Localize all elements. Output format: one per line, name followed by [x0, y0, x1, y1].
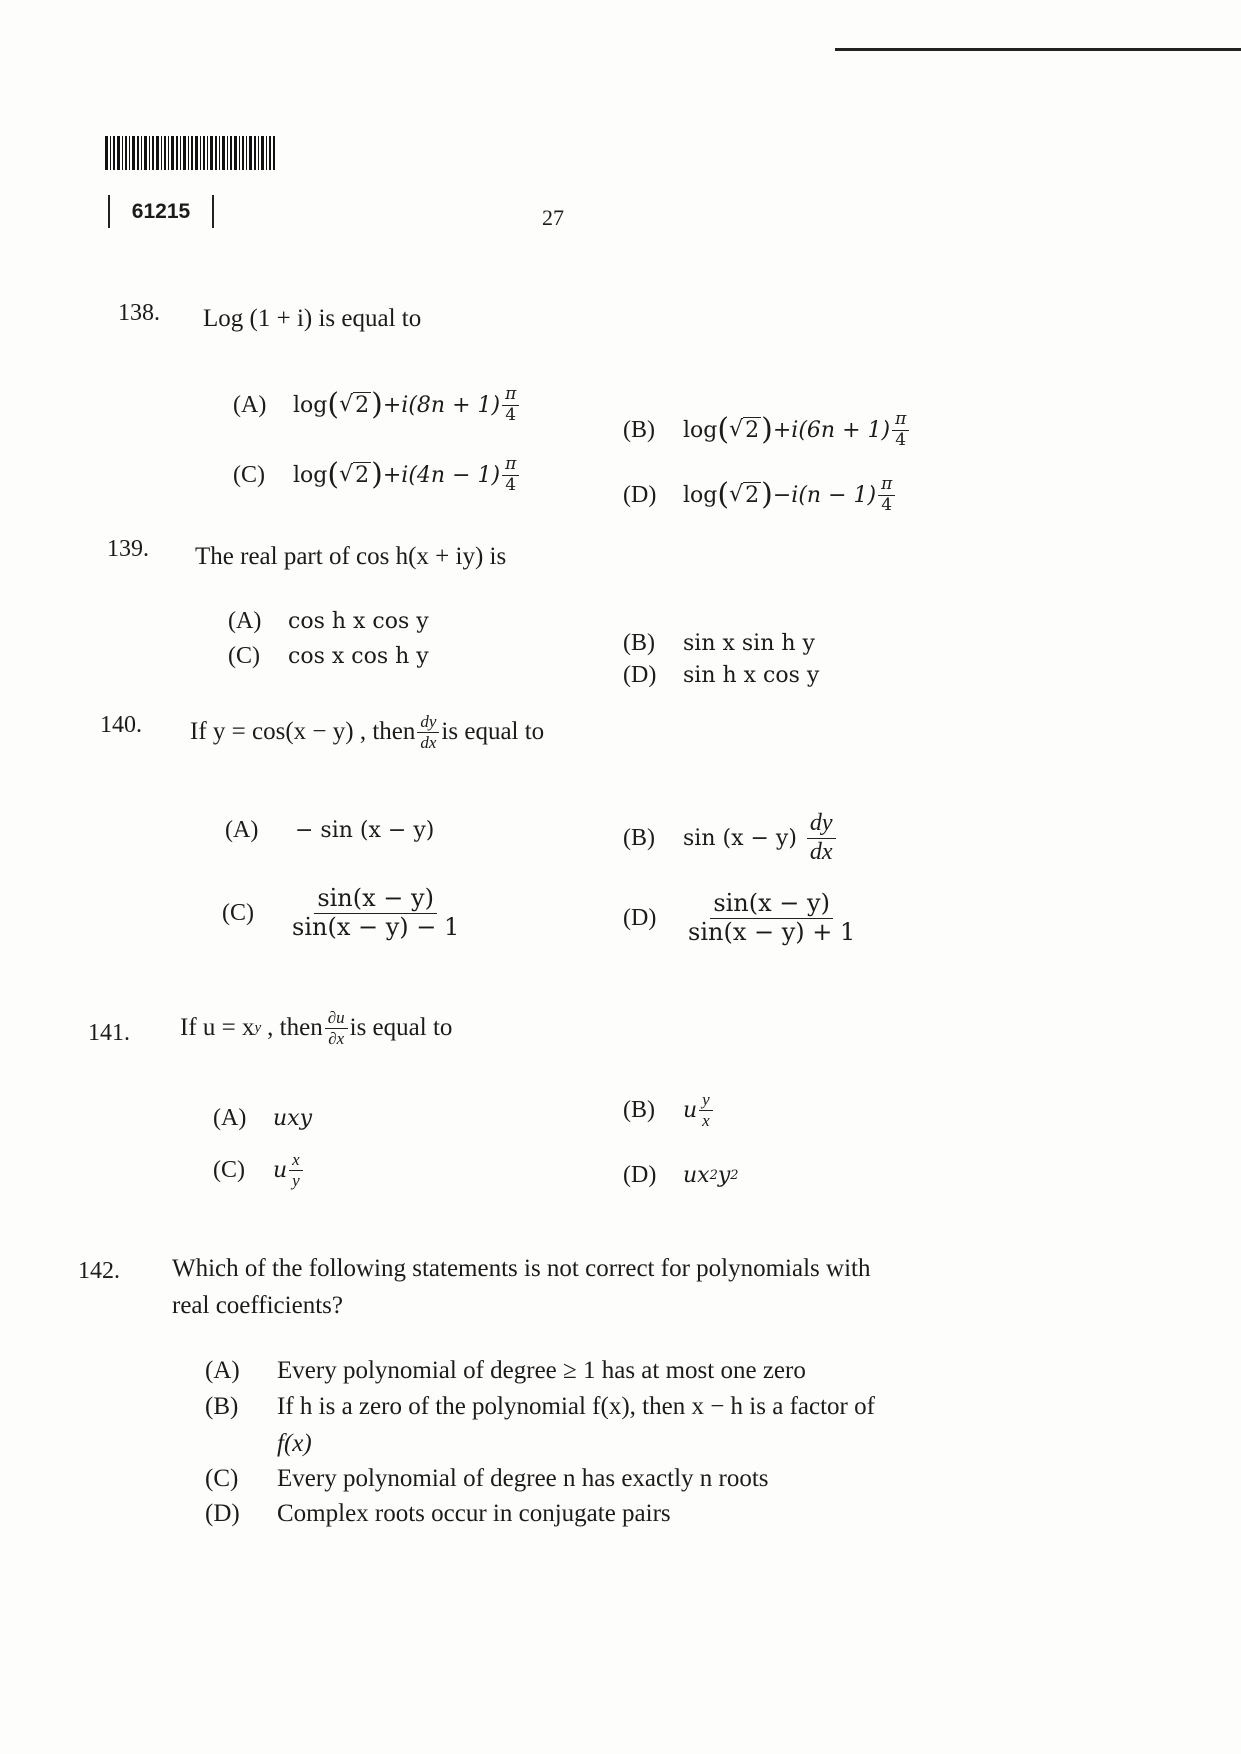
option-label: (C): [213, 1156, 245, 1183]
four: 4: [505, 404, 517, 425]
q140-number: 140.: [100, 712, 142, 738]
q139-c-text: cos x cos h y: [288, 644, 429, 669]
option-label: (D): [205, 1500, 240, 1527]
four: 4: [881, 494, 893, 515]
q139-a-text: cos h x cos y: [288, 609, 429, 634]
dx: dx: [420, 732, 437, 752]
partial-x: ∂x: [328, 1028, 345, 1048]
option-label: (B): [623, 1096, 655, 1123]
q141-text: [180, 1008, 452, 1048]
q140-c-denominator: sin(x − y) − 1: [292, 912, 460, 941]
four: 4: [895, 429, 907, 450]
pi: π: [502, 385, 519, 406]
q140-a-text: − sin (x − y): [295, 818, 435, 843]
q141-option-d[interactable]: [623, 1162, 739, 1189]
q142-option-b[interactable]: [205, 1393, 875, 1421]
q138-a-factor: (8n + 1): [408, 392, 501, 418]
option-label: (C): [205, 1465, 239, 1492]
q138-option-b[interactable]: [623, 410, 911, 450]
option-label: (A): [228, 608, 262, 634]
pi: π: [892, 410, 909, 431]
option-label: (A): [213, 1105, 247, 1131]
imaginary-unit: i: [401, 392, 409, 418]
option-label: (A): [205, 1357, 240, 1384]
option-label: (D): [623, 662, 657, 688]
q140-d-denominator: sin(x − y) + 1: [688, 917, 856, 946]
option-label: (D): [623, 481, 657, 508]
q138-a-expr: log ( √ 2 ) + i (8n + 1) $\frac{\pi}{4}$: [293, 385, 521, 425]
option-label: (D): [623, 904, 657, 931]
imaginary-unit: i: [791, 482, 799, 508]
pi: π: [502, 455, 519, 476]
dy: dy: [807, 810, 836, 839]
option-label: (C): [233, 461, 265, 488]
q140-option-a[interactable]: [225, 817, 434, 844]
sqrt-arg: 2: [355, 393, 370, 419]
frac-den: x: [702, 1110, 710, 1130]
log-word: log: [683, 417, 718, 443]
sqrt-arg: 2: [745, 483, 760, 509]
paper-code: 61215: [108, 195, 214, 228]
option-label: (A): [225, 817, 259, 843]
log-word: log: [293, 462, 328, 488]
q138-option-a[interactable]: [233, 385, 521, 425]
q141-option-b[interactable]: [623, 1090, 715, 1130]
imaginary-unit: i: [401, 462, 409, 488]
exponent: y: [254, 1019, 262, 1036]
q138-c-factor: (4n − 1): [408, 462, 501, 488]
ux-term: ux: [683, 1163, 710, 1188]
q140-option-b[interactable]: [623, 810, 838, 866]
q138-b-expr: log ( √ 2 ) + i (6n + 1) $\frac{\pi}{4}$: [683, 410, 911, 450]
q139-option-c[interactable]: [228, 643, 429, 670]
q138-option-d[interactable]: [623, 475, 897, 515]
q139-option-b[interactable]: [623, 630, 815, 657]
option-label: (B): [623, 630, 655, 656]
option-label: (A): [233, 391, 267, 418]
partial-u: ∂u: [325, 1008, 348, 1029]
exponent: 2: [709, 1168, 718, 1183]
q139-d-text: sin h x cos y: [683, 663, 820, 688]
q142-number: 142.: [78, 1258, 120, 1284]
frac-num: x: [289, 1150, 303, 1171]
log-word: log: [683, 482, 718, 508]
y-term: y: [717, 1163, 731, 1188]
q141-text-post: is equal to: [349, 1014, 453, 1042]
q139-text: The real part of cos h(x + iy) is: [195, 543, 507, 570]
option-label: (C): [228, 643, 260, 669]
q138-d-factor: (n − 1): [798, 482, 877, 508]
page-number: 27: [542, 205, 564, 230]
q139-option-d[interactable]: [623, 662, 819, 689]
pi: π: [878, 475, 895, 496]
option-label: (B): [623, 416, 655, 443]
top-rule: [835, 48, 1241, 51]
option-label: (C): [222, 899, 254, 926]
sqrt-arg: 2: [355, 463, 370, 489]
q139-b-text: sin x sin h y: [683, 631, 815, 656]
q142-a-text: Every polynomial of degree ≥ 1 has at most one zero: [277, 1357, 806, 1384]
q140-text-post: is equal to: [441, 718, 545, 746]
exponent: 2: [730, 1168, 739, 1183]
q138-b-factor: (6n + 1): [798, 417, 891, 443]
q141-text-mid: , then: [267, 1014, 323, 1042]
q140-d-numerator: sin(x − y): [710, 890, 833, 919]
imaginary-unit: i: [791, 417, 799, 443]
option-label: (D): [623, 1162, 657, 1188]
q142-option-a[interactable]: [205, 1357, 806, 1385]
plus-sign: +: [382, 462, 402, 488]
u-var: u: [683, 1097, 698, 1123]
option-label: (B): [205, 1393, 239, 1420]
q140-option-d[interactable]: [623, 890, 860, 946]
q138-option-c[interactable]: [233, 455, 521, 495]
q138-number: 138.: [118, 300, 160, 326]
q139-option-a[interactable]: [228, 608, 429, 635]
q142-b-text: If h is a zero of the polynomial f(x), then x − h is a factor of: [277, 1393, 875, 1420]
q141-option-a[interactable]: [213, 1105, 312, 1132]
plus-sign: +: [382, 392, 402, 418]
q142-line2: real coefficients?: [172, 1292, 343, 1319]
dy: dy: [417, 712, 439, 733]
q140-c-numerator: sin(x − y): [314, 885, 437, 914]
q142-b-continuation: f(x): [277, 1430, 312, 1457]
q138-c-expr: log ( √ 2 ) + i (4n − 1) $\frac{\pi}{4}$: [293, 455, 521, 495]
frac-den: y: [292, 1170, 300, 1190]
minus-sign: −: [772, 482, 792, 508]
q142-option-c[interactable]: [205, 1465, 769, 1493]
q139-number: 139.: [107, 536, 149, 562]
q138-text: Log (1 + i) is equal to: [203, 305, 422, 332]
frac-num: y: [699, 1090, 713, 1111]
q142-option-d[interactable]: [205, 1500, 671, 1528]
q142-c-text: Every polynomial of degree n has exactly n roots: [277, 1465, 769, 1492]
q141-text-pre: If u = x: [180, 1014, 255, 1042]
u-var: u: [273, 1157, 288, 1183]
q138-d-expr: log ( √ 2 ) − i (n − 1) $\frac{\pi}{4}$: [683, 475, 897, 515]
q142-d-text: Complex roots occur in conjugate pairs: [277, 1500, 671, 1527]
q142-line1: Which of the following statements is not correct for polynomials with: [172, 1255, 871, 1282]
option-label: (B): [623, 824, 655, 851]
q140-b-text: sin (x − y): [683, 825, 797, 851]
four: 4: [505, 474, 517, 495]
sqrt-arg: 2: [745, 418, 760, 444]
plus-sign: +: [772, 417, 792, 443]
q140-text-pre: If y = cos(x − y) , then: [190, 718, 416, 746]
dx: dx: [809, 838, 833, 865]
q140-text: [190, 712, 544, 752]
q141-option-c[interactable]: [213, 1150, 305, 1190]
q141-a-text: uxy: [273, 1106, 313, 1131]
q141-number: 141.: [88, 1020, 130, 1046]
log-word: log: [293, 392, 328, 418]
q140-option-c[interactable]: [222, 885, 464, 941]
barcode-image: [105, 136, 275, 170]
